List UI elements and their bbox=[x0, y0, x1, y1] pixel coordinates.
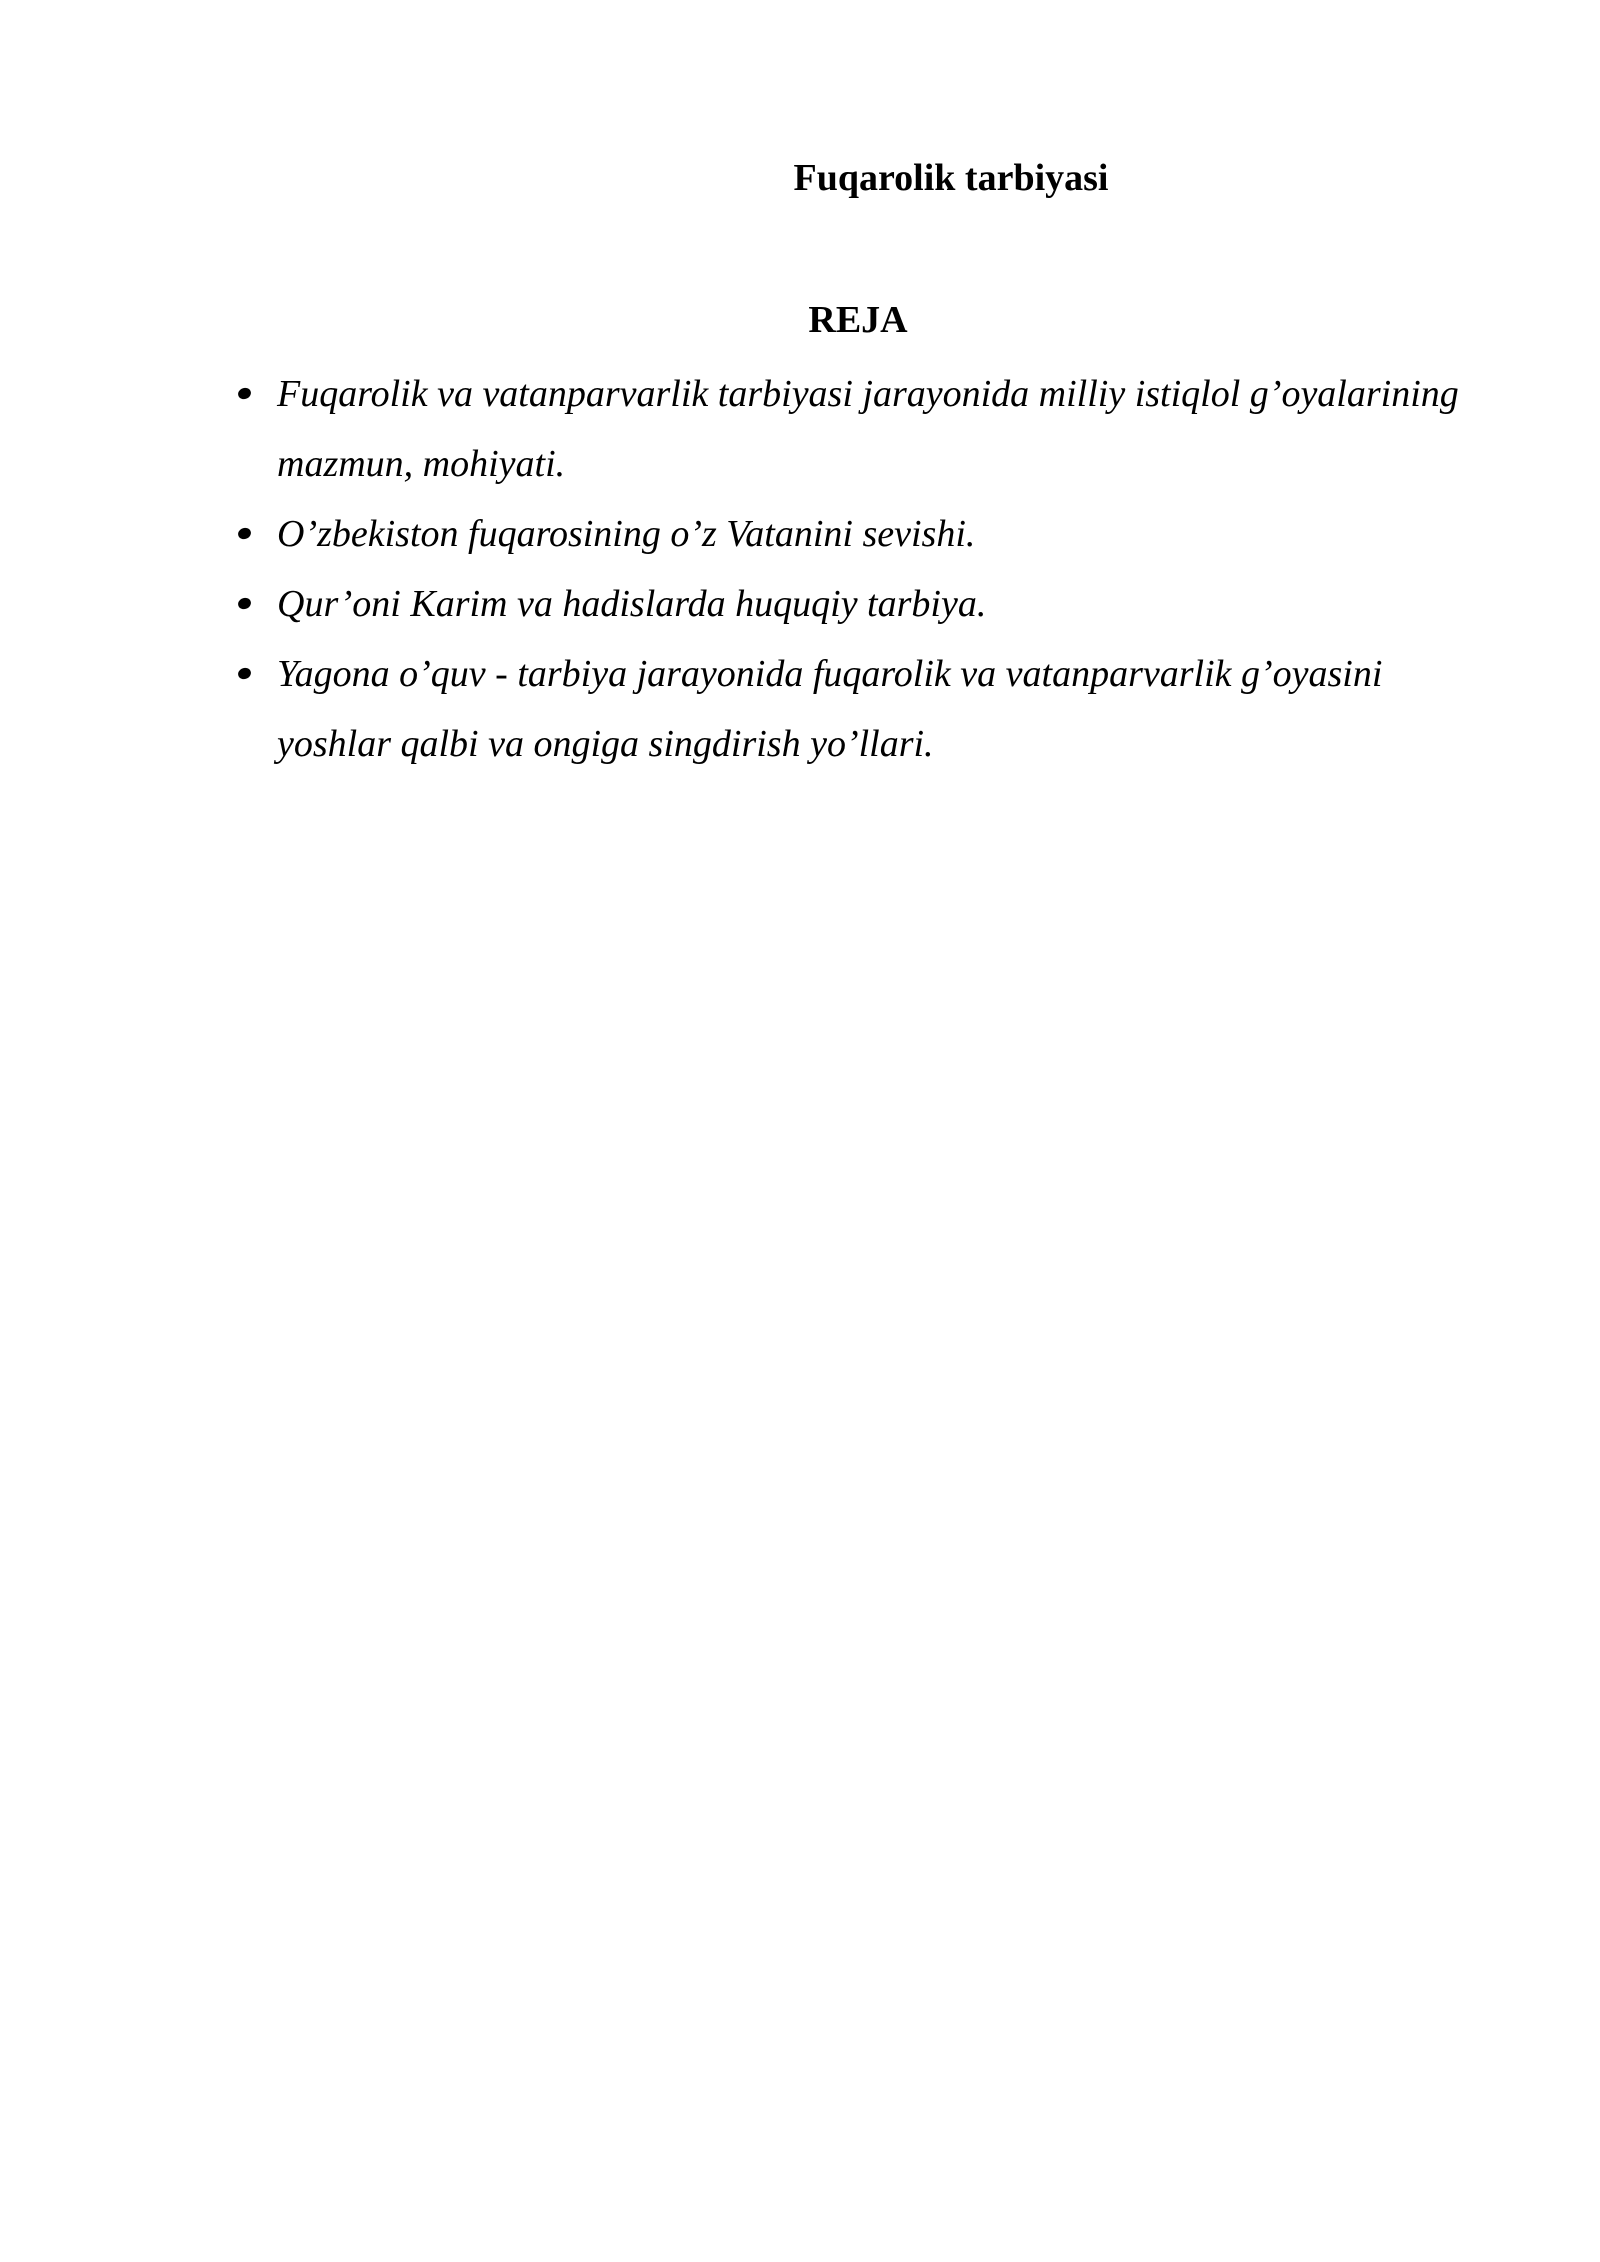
bullet-dot-icon bbox=[237, 596, 253, 611]
plan-item bbox=[232, 499, 1492, 569]
bullet-dot-icon bbox=[237, 666, 253, 681]
plan-item-text: Fuqarolik va vatanparvarlik tarbiyasi jarayonida milliy istiqlol g’oyalarining mazmun, mohiyati. bbox=[277, 373, 1459, 485]
plan-heading: REJA bbox=[808, 299, 908, 341]
plan-item bbox=[232, 639, 1492, 779]
plan-item-text: Qur’oni Karim va hadislarda huquqiy tarbiya. bbox=[277, 583, 987, 625]
document-title: Fuqarolik tarbiyasi bbox=[793, 157, 1109, 199]
bullet-dot-icon bbox=[237, 526, 253, 541]
plan-item bbox=[232, 569, 1492, 639]
plan-item-text: O’zbekiston fuqarosining o’z Vatanini sevishi. bbox=[277, 513, 976, 555]
plan-list bbox=[232, 359, 1492, 779]
bullet-dot-icon bbox=[237, 386, 253, 401]
plan-item bbox=[232, 359, 1492, 499]
plan-item-text: Yagona o’quv - tarbiya jarayonida fuqarolik va vatanparvarlik g’oyasini yoshlar qalbi va ongiga singdirish yo’llari. bbox=[277, 653, 1383, 765]
